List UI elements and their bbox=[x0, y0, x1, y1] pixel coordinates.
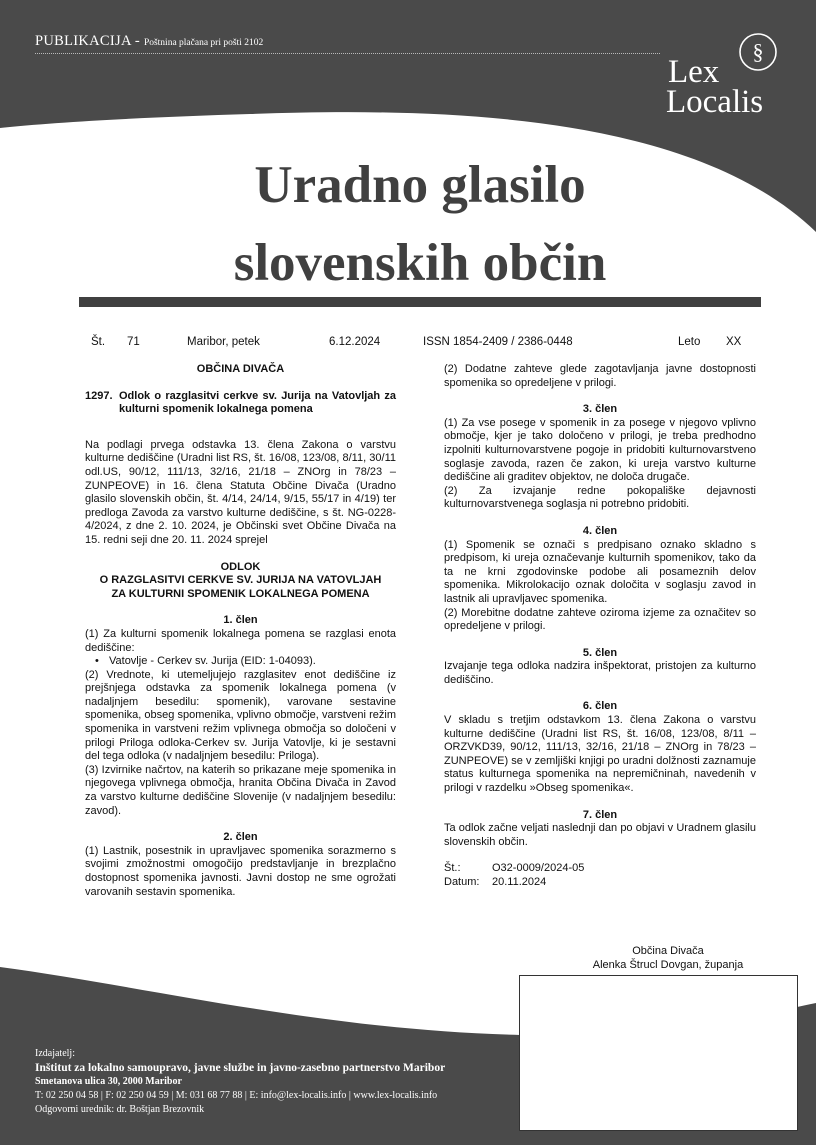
right-column bbox=[444, 363, 756, 890]
article-1-paragraph-3: (3) Izvirnike načrtov, na katerih so prikazane meje spomenika in njegovega vplivnega območja, hranita Občina Divača in Zavod za varstvo kulturne dediščine Slovenije (v nadaljnjem besedilu: zavod). bbox=[85, 763, 396, 817]
preamble: Na podlagi prvega odstavka 13. člena Zakona o varstvu kulturne dediščine (Uradni list RS, št. 16/08, 123/08, 8/11, 30/11 odl.US, 90/12, 111/13, 32/16, 21/18 – ZNOrg in 78/23 – ZUNPEOVE) in 16. člena Statuta Občine Divača (Uradno glasilo slovenskih občin, št. 4/14, 24/14, 9/15, 55/17 in 4/19) ter predloga Zavoda za varstvo kulturne dediščine, s št. NG-0228-4/2024, z dne 2. 10. 2024, je Občinski svet Občine Divača na 15. redni seji dne 20. 11. 2024 sprejel bbox=[85, 438, 396, 546]
reference-number bbox=[444, 862, 756, 876]
logo-text-lex: Lex bbox=[668, 54, 720, 90]
bullet-text: Vatovlje - Cerkev sv. Jurija (EID: 1-04093). bbox=[109, 655, 316, 668]
issue-number: 71 bbox=[127, 336, 140, 348]
article-1-bullet bbox=[85, 655, 396, 669]
header-dotted-rule bbox=[35, 53, 660, 54]
issue-place-day: Maribor, petek bbox=[187, 336, 260, 348]
municipality-heading: OBČINA DIVAČA bbox=[196, 363, 285, 375]
article-4-paragraph-1: (1) Spomenik se označi s predpisano oznako skladno s predpisom, ki ureja označevanje kulturnih spomenikov, tako da ta ne krni zgodovinske podobe ali posameznih delov spomenika. Mikrolokacijo oznak določita v soglasju zavod in lastnik ali upravljavec spomenika. bbox=[444, 538, 756, 605]
act-title: Odlok o razglasitvi cerkve sv. Jurija na Vatovljah za kulturni spomenik lokalnega pomena bbox=[119, 389, 396, 416]
article-2-paragraph-2: (2) Dodatne zahteve glede zagotavljanja javne dostopnosti spomenika so opredeljene v prilogi. bbox=[444, 363, 756, 389]
reference-label: Št.: bbox=[444, 862, 461, 875]
signature-mayor: Alenka Štrucl Dovgan, županja bbox=[592, 958, 744, 971]
publisher-address: Smetanova ulica 30, 2000 Maribor bbox=[35, 1076, 182, 1087]
issue-label: Št. bbox=[91, 336, 106, 348]
year-label: Leto bbox=[678, 336, 701, 348]
issn: ISSN 1854-2409 / 2386-0448 bbox=[423, 336, 573, 348]
title-rule bbox=[79, 297, 761, 307]
publisher-info bbox=[35, 1047, 445, 1117]
act-number: 1297. bbox=[85, 389, 113, 402]
empty-frame bbox=[519, 975, 798, 1131]
article-3-paragraph-1: (1) Za vse posege v spomenik in za posege v njegovo vplivno območje, kjer je tako določeno v prilogi, je treba predhodno izpolniti kulturnovarstvene pogoje in pridobiti kulturnovarstveno soglasje zavoda, razen če zakon, ki ureja varstvo kulturne dediščine ali graditev objektov, ne določa drugače. bbox=[444, 416, 756, 484]
date-label: Datum: bbox=[444, 876, 480, 888]
title-line-2: slovenskih občin bbox=[233, 234, 607, 292]
article-5-paragraph-1: Izvajanje tega odloka nadzira inšpektorat, pristojen za kulturno dediščino. bbox=[444, 660, 756, 686]
signature-municipality: Občina Divača bbox=[632, 945, 704, 957]
publication-label: PUBLIKACIJA - Poštnina plačana pri pošti 2102 bbox=[35, 33, 264, 49]
reference-value: O32-0009/2024-05 bbox=[492, 862, 585, 875]
title-line-1: Uradno glasilo bbox=[254, 156, 586, 214]
logo-text-localis: Localis bbox=[666, 84, 764, 120]
article-5-heading: 5. člen bbox=[582, 646, 618, 659]
signature-block bbox=[560, 945, 776, 972]
issue-date: 6.12.2024 bbox=[329, 336, 381, 348]
article-3-paragraph-2: (2) Za izvajanje redne pokopališke dejavnosti kulturnovarstvenega soglasja ni potrebno pridobiti. bbox=[444, 484, 756, 511]
responsible-editor: Odgovorni urednik: dr. Boštjan Brezovnik bbox=[35, 1104, 205, 1115]
decree-subheading-1: O RAZGLASITVI CERKVE SV. JURIJA NA VATOVLJAH bbox=[99, 574, 382, 587]
section-sign-logo-icon bbox=[738, 32, 778, 72]
page-title bbox=[0, 146, 816, 302]
year-value: XX bbox=[726, 336, 742, 348]
left-column bbox=[85, 363, 396, 899]
article-2-paragraph-1: (1) Lastnik, posestnik in upravljavec spomenika sorazmerno s svojimi zmožnostmi omogočijo predstavljanje in brezplačno dostopnost spomenika javnosti. Javni dostop ne sme ogrožati varovanih sestavin spomenika. bbox=[85, 844, 396, 898]
article-1-heading: 1. člen bbox=[223, 614, 258, 627]
publisher-label: Izdajatelj: bbox=[35, 1048, 75, 1059]
article-1-paragraph-1: (1) Za kulturni spomenik lokalnega pomena se razglasi enota dediščine: bbox=[85, 627, 396, 654]
act-heading bbox=[85, 390, 396, 417]
article-6-heading: 6. člen bbox=[582, 700, 618, 713]
article-1-paragraph-2: (2) Vrednote, ki utemeljujejo razglasitev enot dediščine iz prejšnjega odstavka za spomenik lokalnega pomena (v nadaljnjem besedilu: spomenik), varovane sestavine spomenika, obseg spomenika, vplivno območje, varstveni režim spomenika in varstveni režim vplivnega območja so določeni v prilogi Priloga odloka-Cerkev sv. Jurija Vatovlje, ki je sestavni del tega odloka (v nadaljnjem besedilu: Priloga). bbox=[85, 668, 396, 763]
decree-heading: ODLOK bbox=[220, 560, 261, 573]
article-6-paragraph-1: V skladu s tretjim odstavkom 13. člena Zakona o varstvu kulturne dediščine (Uradni list RS, št. 16/08, 123/08, 8/11 – ORZVKD39, 90/12, 111/13, 32/16, 21/18 – ZNOrg in 78/23 – ZUNPEOVE) se v zemljiški knjigi po uradni dolžnosti zaznamuje status kulturnega spomenika na nepremičninah, navedenih v prilogi v razdelku »Obseg spomenika«. bbox=[444, 714, 756, 795]
article-3-heading: 3. člen bbox=[582, 403, 618, 416]
article-4-paragraph-2: (2) Morebitne dodatne zahteve oziroma izjeme za označitev so opredeljene v prilogi. bbox=[444, 606, 756, 633]
svg-text:§: § bbox=[752, 39, 764, 64]
publisher-contacts: T: 02 250 04 58 | F: 02 250 04 59 | M: 031 68 77 88 | E: info@lex-localis.info | www.lex-localis.info bbox=[35, 1090, 438, 1101]
date-value: 20.11.2024 bbox=[492, 876, 547, 888]
decree-subheading-2: ZA KULTURNI SPOMENIK LOKALNEGA POMENA bbox=[111, 587, 370, 600]
article-2-heading: 2. člen bbox=[223, 831, 258, 844]
article-4-heading: 4. člen bbox=[582, 524, 618, 537]
publisher-name: Inštitut za lokalno samoupravo, javne službe in javno-zasebno partnerstvo Maribor bbox=[35, 1062, 446, 1074]
adoption-date bbox=[444, 876, 756, 890]
bullet-icon: • bbox=[95, 655, 99, 668]
article-7-paragraph-1: Ta odlok začne veljati naslednji dan po objavi v Uradnem glasilu slovenskih občin. bbox=[444, 822, 756, 848]
article-7-heading: 7. člen bbox=[582, 808, 618, 821]
postage-note: Poštnina plačana pri pošti 2102 bbox=[143, 38, 264, 48]
